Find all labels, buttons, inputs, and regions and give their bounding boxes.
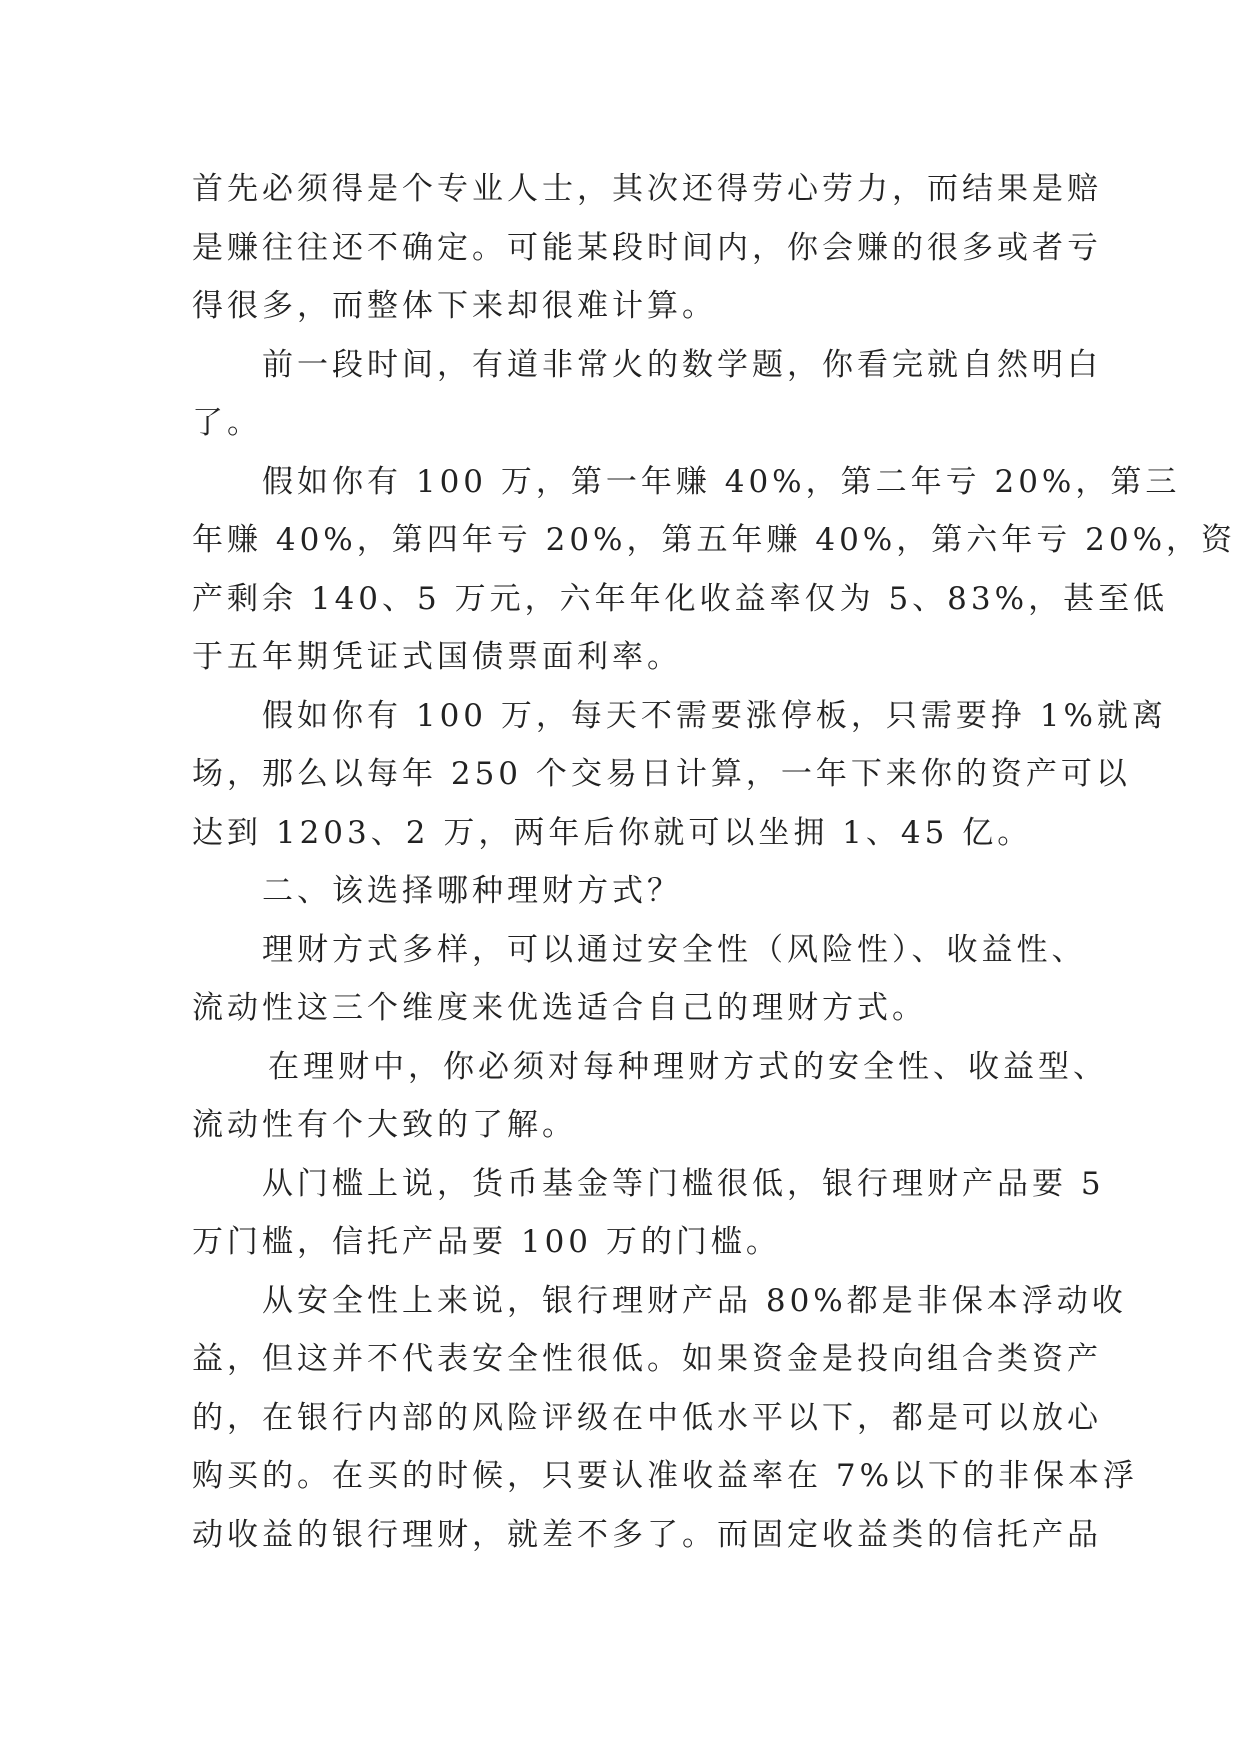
paragraph-start-line: 假如你有 100 万，第一年赚 40%，第二年亏 20%，第三	[262, 463, 1181, 500]
text-line: 购买的。在买的时候，只要认准收益率在 7%以下的非保本浮	[192, 1458, 1139, 1494]
text-line: 达到 1203、2 万，两年后你就可以坐拥 1、45 亿。	[192, 814, 1033, 851]
paragraph-start-line: 从安全性上来说，银行理财产品 80%都是非保本浮动收	[262, 1282, 1127, 1319]
text-line: 得很多，而整体下来却很难计算。	[192, 288, 717, 324]
text-line: 产剩余 140、5 万元，六年年化收益率仅为 5、83%，甚至低	[192, 580, 1169, 617]
text-line: 了。	[192, 405, 262, 441]
paragraph-start-line: 在理财中，你必须对每种理财方式的安全性、收益型、	[268, 1048, 1108, 1085]
paragraph-start-line: 假如你有 100 万，每天不需要涨停板，只需要挣 1%就离	[262, 697, 1167, 734]
text-line: 流动性有个大致的了解。	[192, 1107, 577, 1143]
text-line: 首先必须得是个专业人士，其次还得劳心劳力，而结果是赔	[192, 171, 1102, 207]
paragraph-start-line: 从门槛上说，货币基金等门槛很低，银行理财产品要 5	[262, 1165, 1105, 1202]
text-line: 于五年期凭证式国债票面利率。	[192, 639, 682, 675]
paragraph-start-line: 前一段时间，有道非常火的数学题，你看完就自然明白	[262, 346, 1102, 383]
section-heading: 二、该选择哪种理财方式？	[262, 873, 682, 909]
text-line: 益，但这并不代表安全性很低。如果资金是投向组合类资产	[192, 1341, 1102, 1377]
document-body	[192, 160, 1237, 1564]
text-line: 年赚 40%，第四年亏 20%，第五年赚 40%，第六年亏 20%，资	[192, 522, 1237, 558]
text-line: 是赚往往还不确定。可能某段时间内，你会赚的很多或者亏	[192, 229, 1102, 266]
text-line: 场，那么以每年 250 个交易日计算，一年下来你的资产可以	[192, 756, 1131, 792]
text-line: 万门槛，信托产品要 100 万的门槛。	[192, 1224, 781, 1260]
text-line: 动收益的银行理财，就差不多了。而固定收益类的信托产品	[192, 1516, 1102, 1553]
text-line: 的，在银行内部的风险评级在中低水平以下，都是可以放心	[192, 1399, 1102, 1436]
text-line: 流动性这三个维度来优选适合自己的理财方式。	[192, 990, 927, 1026]
paragraph-start-line: 理财方式多样，可以通过安全性（风险性）、收益性、	[262, 931, 1087, 968]
